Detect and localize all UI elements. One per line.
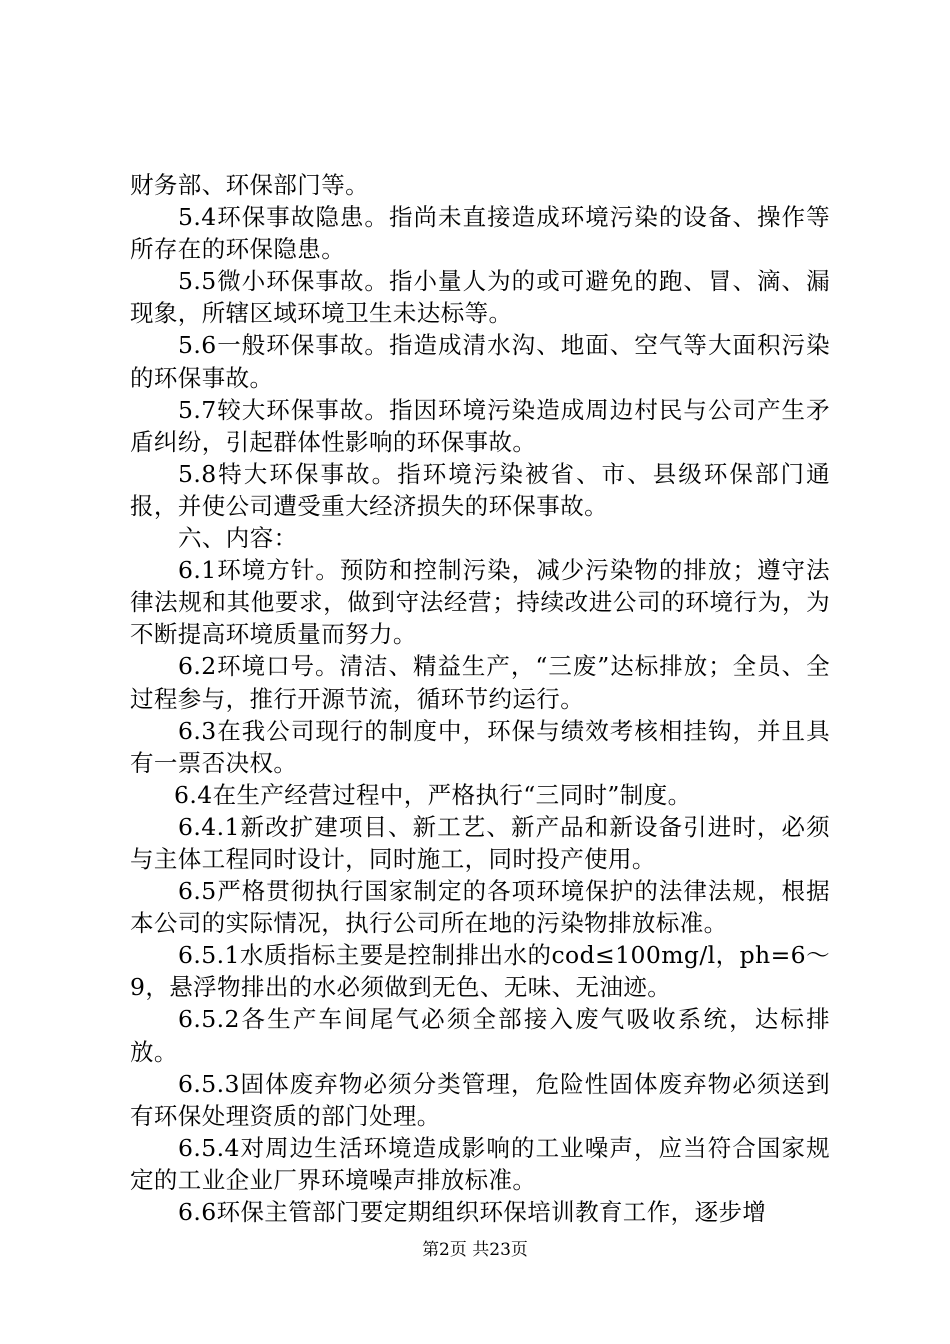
- paragraph-13: 6.5.1水质指标主要是控制排出水的cod≤100mg/l，ph=6～9，悬浮物排出的水必须做到无色、无味、无油迹。: [130, 941, 830, 1002]
- section-heading: 六、内容：: [178, 524, 298, 553]
- paragraph-0: 财务部、环保部门等。: [130, 171, 369, 199]
- paragraph-14: 6.5.2各生产车间尾气必须全部接入废气吸收系统，达标排放。: [130, 1005, 830, 1066]
- paragraph-4: 5.7较大环保事故。指因环境污染造成周边村民与公司产生矛盾纠纷，引起群体性影响的环保事故。: [130, 395, 830, 456]
- paragraph-1: 5.4环保事故隐患。指尚未直接造成环境污染的设备、操作等所存在的环保隐患。: [130, 203, 830, 264]
- paragraph-17: 6.6环保主管部门要定期组织环保培训教育工作，逐步增: [178, 1198, 767, 1226]
- paragraph-9: 6.3在我公司现行的制度中，环保与绩效考核相挂钩，并且具有一票否决权。: [130, 716, 830, 777]
- paragraph-12: 6.5严格贯彻执行国家制定的各项环境保护的法律法规，根据本公司的实际情况，执行公司所在地的污染物排放标准。: [130, 877, 830, 938]
- paragraph-8: 6.2环境口号。清洁、精益生产，“三废”达标排放；全员、全过程参与，推行开源节流，循环节约运行。: [130, 652, 830, 713]
- paragraph-2: 5.5微小环保事故。指小量人为的或可避免的跑、冒、滴、漏现象，所辖区域环境卫生未达标等。: [130, 267, 830, 328]
- page-number-footer: 第2页 共23页: [422, 1240, 528, 1260]
- paragraph-5: 5.8特大环保事故。指环境污染被省、市、县级环保部门通报，并使公司遭受重大经济损失的环保事故。: [130, 459, 830, 520]
- paragraph-16: 6.5.4对周边生活环境造成影响的工业噪声，应当符合国家规定的工业企业厂界环境噪声排放标准。: [130, 1133, 830, 1194]
- paragraph-11: 6.4.1新改扩建项目、新工艺、新产品和新设备引进时，必须与主体工程同时设计，同时施工，同时投产使用。: [130, 812, 830, 873]
- paragraph-7: 6.1环境方针。预防和控制污染，减少污染物的排放；遵守法律法规和其他要求，做到守法经营；持续改进公司的环境行为，为不断提高环境质量而努力。: [130, 556, 830, 649]
- paragraph-15: 6.5.3固体废弃物必须分类管理，危险性固体废弃物必须送到有环保处理资质的部门处理。: [130, 1069, 830, 1130]
- paragraph-3: 5.6一般环保事故。指造成清水沟、地面、空气等大面积污染的环保事故。: [130, 331, 830, 392]
- paragraph-10: 6.4在生产经营过程中，严格执行“三同时”制度。: [174, 780, 692, 809]
- document-body: [130, 169, 830, 1228]
